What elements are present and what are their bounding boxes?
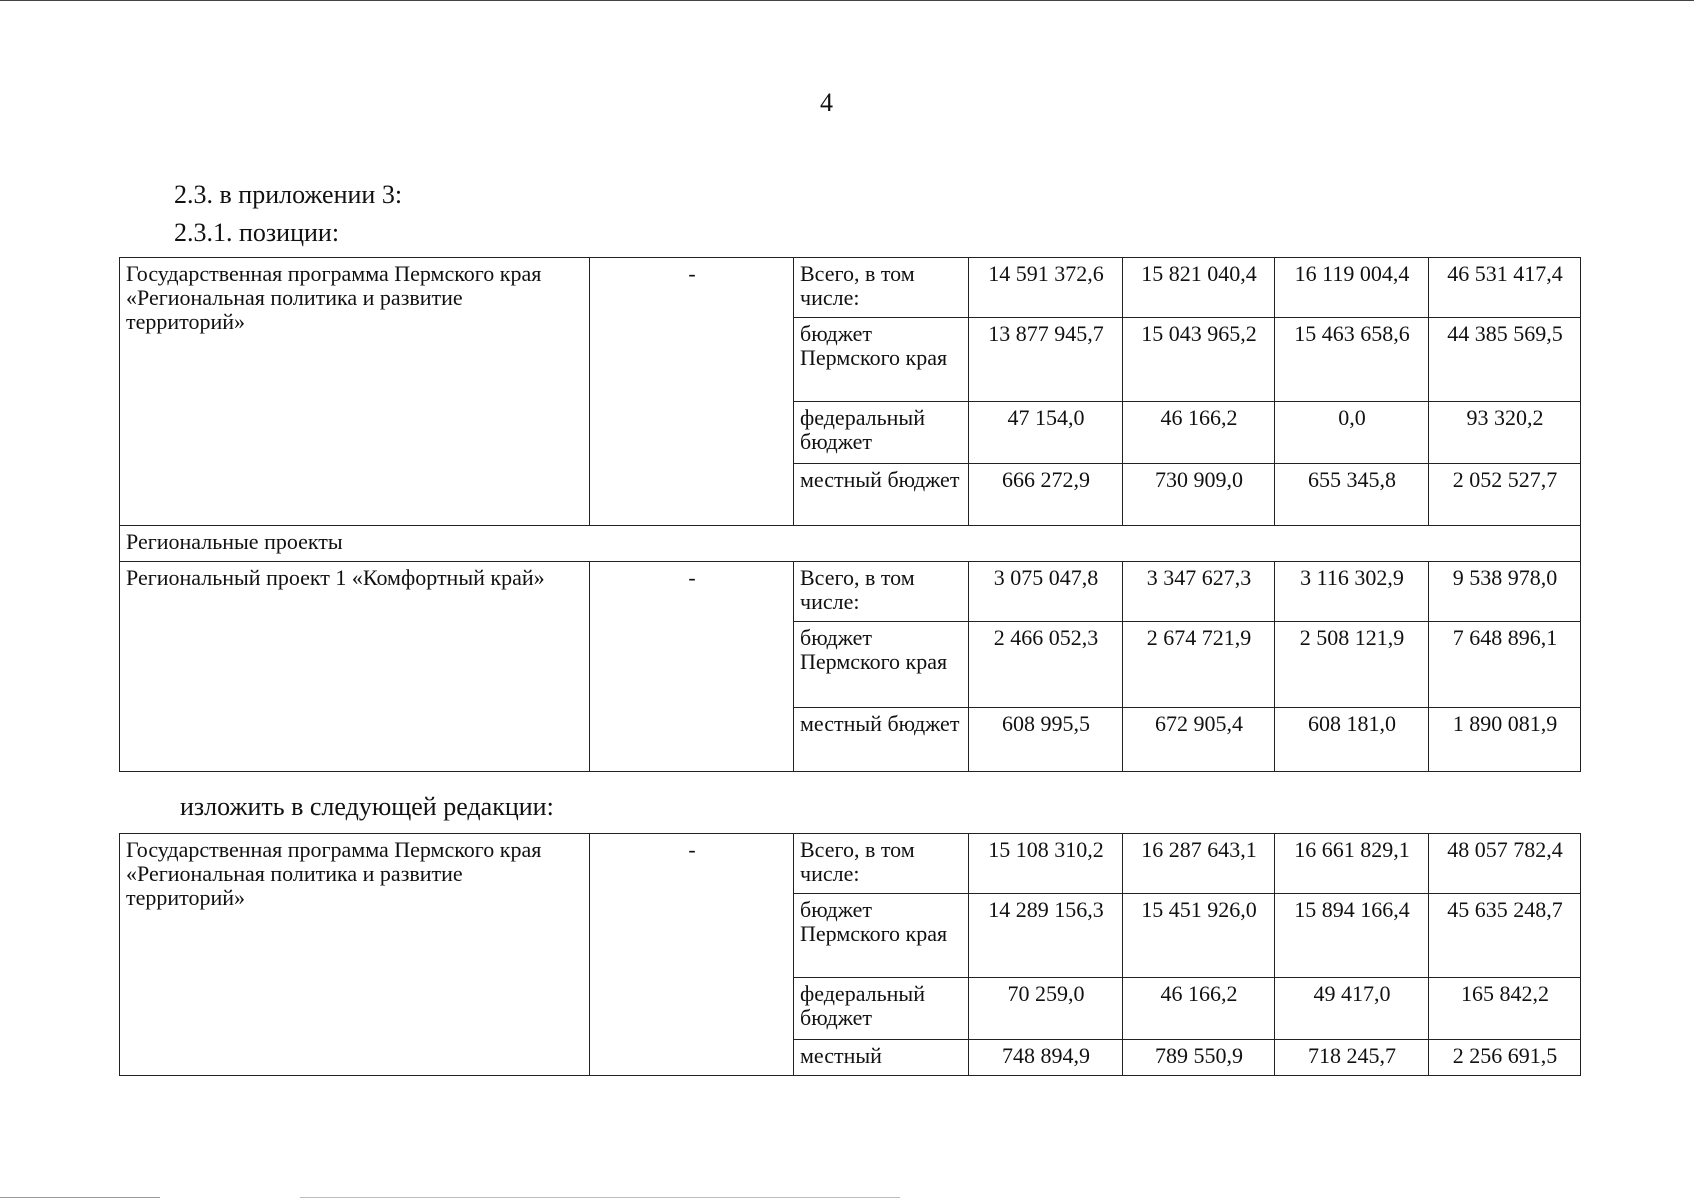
total-cell: 45 635 248,7 — [1429, 894, 1581, 978]
source-label: Всего, в том числе: — [794, 258, 969, 318]
value-cell: 672 905,4 — [1123, 708, 1275, 772]
section-row — [120, 526, 1581, 562]
value-cell: 608 181,0 — [1275, 708, 1429, 772]
source-label: местный — [794, 1040, 969, 1076]
table-row — [120, 834, 1581, 894]
value-cell: 14 591 372,6 — [969, 258, 1123, 318]
total-cell: 93 320,2 — [1429, 402, 1581, 464]
positions-table-new — [119, 833, 1581, 1076]
source-label: бюджет Пермского края — [794, 318, 969, 402]
source-label: бюджет Пермского края — [794, 622, 969, 708]
source-label: Всего, в том числе: — [794, 834, 969, 894]
value-cell: 748 894,9 — [969, 1040, 1123, 1076]
value-cell: 15 894 166,4 — [1275, 894, 1429, 978]
value-cell: 46 166,2 — [1123, 402, 1275, 464]
source-label: местный бюджет — [794, 464, 969, 526]
value-cell: 2 508 121,9 — [1275, 622, 1429, 708]
value-cell: 730 909,0 — [1123, 464, 1275, 526]
value-cell: 3 075 047,8 — [969, 562, 1123, 622]
value-cell: 14 289 156,3 — [969, 894, 1123, 978]
value-cell: 13 877 945,7 — [969, 318, 1123, 402]
total-cell: 44 385 569,5 — [1429, 318, 1581, 402]
total-cell: 9 538 978,0 — [1429, 562, 1581, 622]
value-cell: 608 995,5 — [969, 708, 1123, 772]
value-cell: 16 119 004,4 — [1275, 258, 1429, 318]
value-cell: 15 451 926,0 — [1123, 894, 1275, 978]
value-cell: 718 245,7 — [1275, 1040, 1429, 1076]
value-cell: 2 674 721,9 — [1123, 622, 1275, 708]
value-cell: 15 043 965,2 — [1123, 318, 1275, 402]
value-cell: 15 821 040,4 — [1123, 258, 1275, 318]
value-cell: 666 272,9 — [969, 464, 1123, 526]
paragraph-2-3-1: 2.3.1. позиции: — [174, 218, 340, 247]
section-title: Региональные проекты — [120, 526, 1581, 562]
value-cell: 789 550,9 — [1123, 1040, 1275, 1076]
value-cell: 16 287 643,1 — [1123, 834, 1275, 894]
value-cell: 15 463 658,6 — [1275, 318, 1429, 402]
scan-artifact-line — [300, 1197, 900, 1198]
value-cell: 3 347 627,3 — [1123, 562, 1275, 622]
value-cell: 16 661 829,1 — [1275, 834, 1429, 894]
program-name: Государственная программа Пермского края «Региональная политика и развитие территорий» — [120, 258, 590, 526]
source-label: бюджет Пермского края — [794, 894, 969, 978]
value-cell: 49 417,0 — [1275, 978, 1429, 1040]
value-cell: 46 166,2 — [1123, 978, 1275, 1040]
table-row — [120, 562, 1581, 622]
value-cell: 655 345,8 — [1275, 464, 1429, 526]
source-label: федеральный бюджет — [794, 978, 969, 1040]
scan-artifact-line — [0, 1197, 160, 1198]
total-cell: 1 890 081,9 — [1429, 708, 1581, 772]
value-cell: 2 466 052,3 — [969, 622, 1123, 708]
value-cell: 15 108 310,2 — [969, 834, 1123, 894]
total-cell: 165 842,2 — [1429, 978, 1581, 1040]
value-cell: 47 154,0 — [969, 402, 1123, 464]
total-cell: 2 256 691,5 — [1429, 1040, 1581, 1076]
responsible-cell: - — [590, 258, 794, 526]
value-cell: 3 116 302,9 — [1275, 562, 1429, 622]
responsible-cell: - — [590, 562, 794, 772]
value-cell: 0,0 — [1275, 402, 1429, 464]
total-cell: 46 531 417,4 — [1429, 258, 1581, 318]
total-cell: 48 057 782,4 — [1429, 834, 1581, 894]
responsible-cell: - — [590, 834, 794, 1076]
project-name: Региональный проект 1 «Комфортный край» — [120, 562, 590, 772]
total-cell: 7 648 896,1 — [1429, 622, 1581, 708]
program-name: Государственная программа Пермского края «Региональная политика и развитие территорий» — [120, 834, 590, 1076]
source-label: местный бюджет — [794, 708, 969, 772]
positions-table-current — [119, 257, 1581, 772]
source-label: федеральный бюджет — [794, 402, 969, 464]
paragraph-new-edition: изложить в следующей редакции: — [180, 792, 554, 821]
page-number: 4 — [820, 88, 833, 117]
scan-top-edge — [0, 0, 1694, 1]
table-row — [120, 258, 1581, 318]
paragraph-2-3: 2.3. в приложении 3: — [174, 180, 403, 209]
source-label: Всего, в том числе: — [794, 562, 969, 622]
total-cell: 2 052 527,7 — [1429, 464, 1581, 526]
value-cell: 70 259,0 — [969, 978, 1123, 1040]
